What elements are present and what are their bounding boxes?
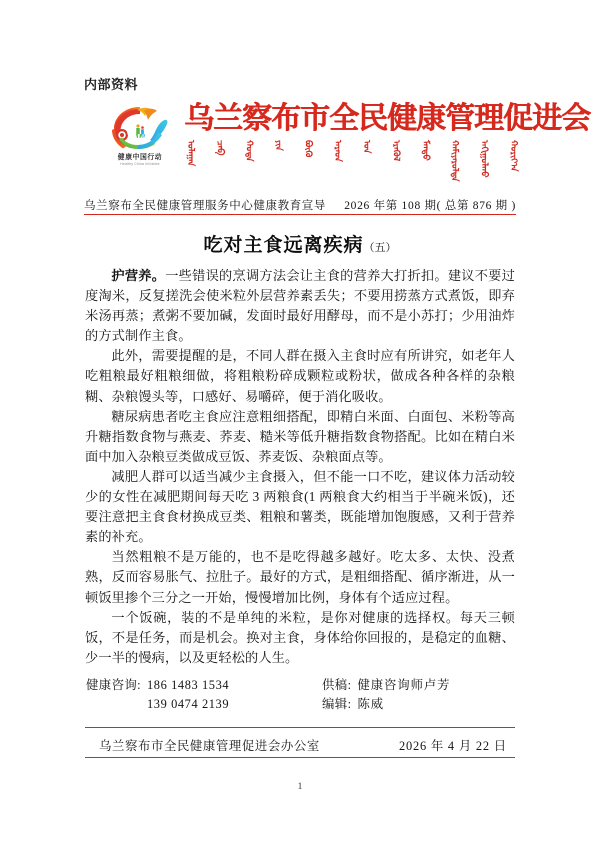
masthead-divider-rule [84,214,516,215]
footer-line [85,733,515,757]
contact-row [86,695,514,714]
footer-rule-bottom [85,757,515,758]
article-title [84,230,516,257]
mongolian-word-10: ᠠᠬᠢᠭᠤᠯᠬᠤ [478,140,489,178]
healthy-china-initiative-logo-icon [107,104,173,152]
article-title-text: 吃对主食远离疾病 [203,235,364,256]
internal-document-label: 内部资料 [84,77,139,92]
mongolian-word-0: ᠤᠯᠠᠭᠠᠨ [185,140,195,167]
article-volume: （五） [363,242,397,254]
contributor-line [322,676,450,695]
consult-phone-primary: 186 1483 1534 [147,678,230,692]
mongolian-word-1: ᠴᠠᠪ [214,140,225,156]
mongolian-word-7: ᠡᠷᠡᠭᠦᠯ [390,140,401,162]
mongolian-word-11: ᠬᠣᠷᠢᠶ᠎ᠠ [507,140,518,172]
logo-caption [102,154,178,167]
editor-label: 编辑: [322,697,352,711]
footer-office: 乌兰察布市全民健康管理促进会办公室 [99,739,320,753]
article-paragraph: 当然粗粮不是万能的，也不是吃得越多越好。吃太多、太快、没煮熟，反而容易胀气、拉肚子。最好的方式，是粗细搭配、循序渐进，从一顿饭里掺个三分之一开始，慢慢增加比例，身体有个适应过程。 [85,549,515,605]
article-paragraph: 护营养。一些错误的烹调方法会让主食的营养大打折扣。建议不要过度淘米，反复搓洗会使米粒外层营养素丢失；不要用捞蒸方式煮饭，即弃米汤再蒸；煮粥不要加碱，发面时最好用酵母，而不是小苏打；少用油炸的方式制作主食。 [85,268,515,344]
article-paragraph: 减肥人群可以适当减少主食摄入，但不能一口不吃，建议体力活动较少的女性在减肥期间每天吃 3 两粮食(1 两粮食大约相当于半碗米饭)，还要注意把主食食材换成豆类、粗粮和薯类，既能增加饱腹感，又利于营养素的补充。 [85,468,515,545]
paragraph-lead: 护营养。 [111,268,166,283]
logo-caption-en: Healthy China Initiative [120,162,160,167]
contact-block [86,676,514,714]
mongolian-word-3: ᠶᠢᠨ [273,140,284,151]
contact-row [86,676,514,695]
masthead [84,100,590,195]
editor-line [322,695,384,714]
contributor-name: 健康咨询师卢芳 [357,678,451,692]
article-paragraph: 糖尿病患者吃主食应注意粗细搭配，即精白米面、白面包、米粉等高升糖指数食物与燕麦、荞麦、糙米等低升糖指数食物搭配。比如在精白米面中加入杂粮豆类做成豆饭、荞麦饭、杂粮面点等。 [85,408,515,464]
consult-line-2 [86,695,322,714]
logo-caption-cn: 健康中国行动 [117,154,163,161]
consult-line-1 [86,676,322,695]
footer-date: 2026 年 4 月 22 日 [398,739,507,753]
healthy-china-logo [102,104,178,180]
footer-rule-top [85,727,515,728]
article-paragraph: 一个饭碗，装的不是单纯的米粒，是你对健康的选择权。每天三顿饭，不是任务，而是机会。换对主食，身体给你回报的，是稳定的血糖、少一半的慢病，以及更轻松的人生。 [85,609,515,665]
consult-label: 健康咨询: [86,678,142,692]
mongolian-word-9: ᠬᠠᠮᠢᠶᠠᠷᠤᠯᠲᠠ [449,140,460,182]
consult-phone-secondary: 139 0474 2139 [147,697,230,711]
issue-line [84,197,516,213]
page-number: 1 [297,782,303,792]
editor-name: 陈威 [357,697,385,711]
mongolian-word-6: ᠤᠨ [361,140,372,154]
issue-source: 乌兰察布全民健康管理服务中心健康教育宣导 [84,200,326,212]
mongolian-word-8: ᠮᠡᠨᠳᠦ [419,140,430,161]
organization-title: 乌兰察布市全民健康管理促进会 [184,102,590,135]
mongolian-word-2: ᠬᠣᠲᠠ [243,140,254,162]
article-paragraph: 此外，需要提醒的是，不同人群在摄入主食时应有所讲究，如老年人吃粗粮最好粗粮细做，将粗粮粉碎成颗粒或粉状，做成各种各样的杂粮糊、杂粮馒头等，口感好、易嚼碎，便于消化吸收。 [85,348,515,404]
article-body [85,266,515,668]
mongolian-word-5: ᠠᠷᠠᠳ [331,140,342,162]
mongolian-word-4: ᠪᠦᠬᠦ [302,140,313,158]
organization-title-mongolian [185,140,517,186]
issue-number: 2026 年第 108 期( 总第 876 期 ) [344,200,516,212]
contributor-label: 供稿: [322,678,352,692]
